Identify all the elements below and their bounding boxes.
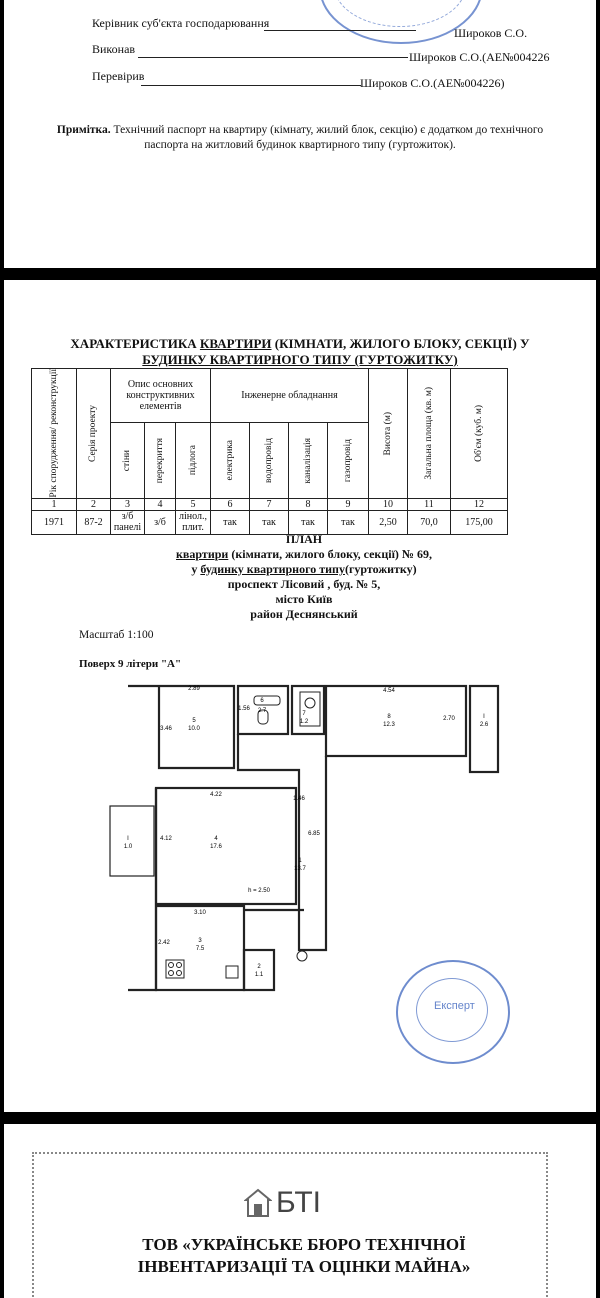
room-8-area: 12.3 (383, 722, 395, 728)
header-text: Висота (м) (382, 411, 393, 456)
company-title (64, 1234, 544, 1278)
cell-series: 87-2 (77, 510, 111, 534)
plan-address: проспект Лісовий , буд. № 5, (227, 577, 381, 591)
col-number: 6 (211, 498, 250, 510)
header-area (408, 369, 451, 499)
plan-title: ПЛАН (285, 532, 323, 546)
room-8-height: 2.70 (443, 716, 455, 722)
bti-logo-text: БТІ (276, 1186, 321, 1219)
title-part: ХАРАКТЕРИСТИКА (70, 336, 200, 351)
room-6-number: 6 (260, 698, 264, 704)
signature-line (264, 30, 416, 31)
signature-name-executor: Широков С.О.(АЕ№004226 (409, 50, 550, 64)
document-page-3 (4, 1124, 596, 1298)
plan-scale: Масштаб 1:100 (79, 629, 154, 641)
header-volume (451, 369, 508, 499)
room-7-number: 7 (302, 711, 306, 717)
house-logo-icon (244, 1188, 272, 1218)
room-8-width: 4.54 (383, 688, 395, 694)
col-number: 5 (176, 498, 211, 510)
col-number: 3 (111, 498, 145, 510)
room-5-number: 5 (192, 718, 196, 724)
cell-water: так (250, 510, 289, 534)
header-engineering: Інженерне обладнання (211, 369, 369, 423)
cell-sewer: так (289, 510, 328, 534)
col-number: 11 (408, 498, 451, 510)
col-number: 2 (77, 498, 111, 510)
sub-text: перекриття (154, 437, 165, 484)
room-5-width: 2.89 (188, 686, 200, 692)
room-7-area: 1.2 (299, 719, 309, 725)
cell-floor: лінол., плит. (176, 510, 211, 534)
signature-line (141, 85, 361, 86)
col-number: 4 (145, 498, 176, 510)
balcony-2-area: 1.0 (123, 844, 133, 850)
signature-label-executor: Виконав (92, 42, 136, 56)
sub-gas (328, 423, 369, 498)
header-structure: Опис основних конструктивних елементів (111, 369, 211, 423)
plan-heading (94, 532, 514, 622)
room-8-number: 8 (387, 714, 391, 720)
cell-area: 70,0 (408, 510, 451, 534)
signature-name-head: Широков С.О. (454, 26, 528, 40)
room-5-area: 10.0 (188, 726, 200, 732)
cell-height: 2,50 (369, 510, 408, 534)
room-6-area: 2.7 (257, 708, 267, 714)
title-part: (КІМНАТИ, ЖИЛОГО БЛОКУ, СЕКЦІЇ) У (271, 336, 530, 351)
room-1-length: 6.85 (308, 831, 320, 837)
document-page-2 (4, 280, 596, 1112)
col-number: 12 (451, 498, 508, 510)
note-text: Технічний паспорт на квартиру (кімнату, жилий блок, секцію) є додатком до технічного паспорта на житловий будинок квартирного типу (гуртожиток). (113, 124, 544, 151)
room-1-area: 13.7 (294, 866, 306, 872)
title-line-2: БУДИНКУ КВАРТИРНОГО ТИПУ (ГУРТОЖИТКУ) (142, 352, 458, 367)
plan-district: район Деснянський (250, 607, 358, 621)
col-number: 1 (32, 498, 77, 510)
sub-text: підлога (187, 445, 198, 476)
header-height (369, 369, 408, 499)
cell-gas: так (328, 510, 369, 534)
cell-walls: з/б панелі (111, 510, 145, 534)
header-text: Об'єм (куб. м) (473, 404, 484, 462)
signature-line (138, 57, 408, 58)
company-title-line-1: ТОВ «УКРАЇНСЬКЕ БЮРО ТЕХНІЧНОЇ (142, 1235, 466, 1254)
characteristic-title (34, 336, 566, 368)
cell-year: 1971 (32, 510, 77, 534)
col-number: 9 (328, 498, 369, 510)
sub-text: газопровід (342, 438, 353, 483)
header-text: Серія проекту (88, 404, 98, 462)
sub-sewer (289, 423, 328, 498)
col-number: 8 (289, 498, 328, 510)
room-3-length: 2.42 (158, 940, 170, 946)
plan-line-part: квартири (176, 547, 229, 561)
sub-floor (176, 423, 211, 498)
room-4-width: 4.22 (210, 792, 222, 798)
company-title-line-2: ІНВЕНТАРИЗАЦІЇ ТА ОЦІНКИ МАЙНА» (137, 1257, 471, 1276)
plan-line-part: (гуртожитку) (344, 562, 417, 576)
header-text: Рік спорудження/ реконструкції (48, 369, 59, 498)
room-2-number: 2 (257, 964, 261, 970)
sub-text: водопровід (263, 437, 274, 483)
cell-ceiling: з/б (145, 510, 176, 534)
plan-line-part: будинку квартирного типу (200, 562, 345, 576)
document-page-1 (4, 0, 596, 268)
header-year (32, 369, 77, 499)
room-3-width: 3.10 (194, 910, 206, 916)
header-text: Загальна площа (кв. м) (423, 386, 434, 480)
cell-electric: так (211, 510, 250, 534)
sub-electric (211, 423, 250, 498)
sub-walls (111, 423, 145, 498)
balcony-1-number: I (483, 714, 485, 720)
room-6-height: 1.56 (238, 706, 250, 712)
note-label: Примітка. (56, 124, 111, 136)
plan-floor: Поверх 9 літери "А" (79, 658, 182, 670)
note-paragraph (50, 123, 550, 153)
balcony-2-number: I (127, 836, 129, 842)
room-1-number: 1 (298, 858, 302, 864)
sub-water (250, 423, 289, 498)
room-3-area: 7.5 (195, 946, 205, 952)
room-4-area: 17.6 (210, 844, 222, 850)
col-number: 7 (250, 498, 289, 510)
sub-text: стіни (122, 449, 132, 472)
sub-ceiling (145, 423, 176, 498)
plan-line-part: (кімнати, жилого блоку, секції) № 69, (228, 547, 432, 561)
room-5-height: 3.46 (160, 726, 172, 732)
sub-text: електрика (224, 440, 235, 481)
plan-line-2 (94, 562, 514, 577)
room-4-number: 4 (214, 836, 218, 842)
header-series (77, 369, 111, 499)
room-3-number: 3 (198, 938, 202, 944)
title-part-underlined: КВАРТИРИ (199, 336, 272, 351)
balcony-1-area: 2.6 (479, 722, 489, 728)
plan-line-part: у (191, 562, 201, 576)
room-2-area: 1.1 (254, 972, 264, 978)
room-4-ceiling-height: h = 2.50 (248, 888, 270, 894)
signature-label-head: Керівник суб'єкта господарювання (92, 16, 270, 30)
characteristics-table (31, 368, 508, 535)
sub-text: каналізація (302, 437, 313, 484)
expert-stamp-text: Експерт (434, 1000, 475, 1012)
plan-city: місто Київ (275, 592, 333, 606)
room-1-width: 1.46 (293, 796, 305, 802)
plan-line-1 (94, 547, 514, 562)
signature-name-checker: Широков С.О.(АЕ№004226) (360, 76, 505, 90)
room-4-depth: 4.12 (160, 836, 172, 842)
cell-volume: 175,00 (451, 510, 508, 534)
signature-label-checker: Перевірив (92, 69, 145, 83)
col-number: 10 (369, 498, 408, 510)
